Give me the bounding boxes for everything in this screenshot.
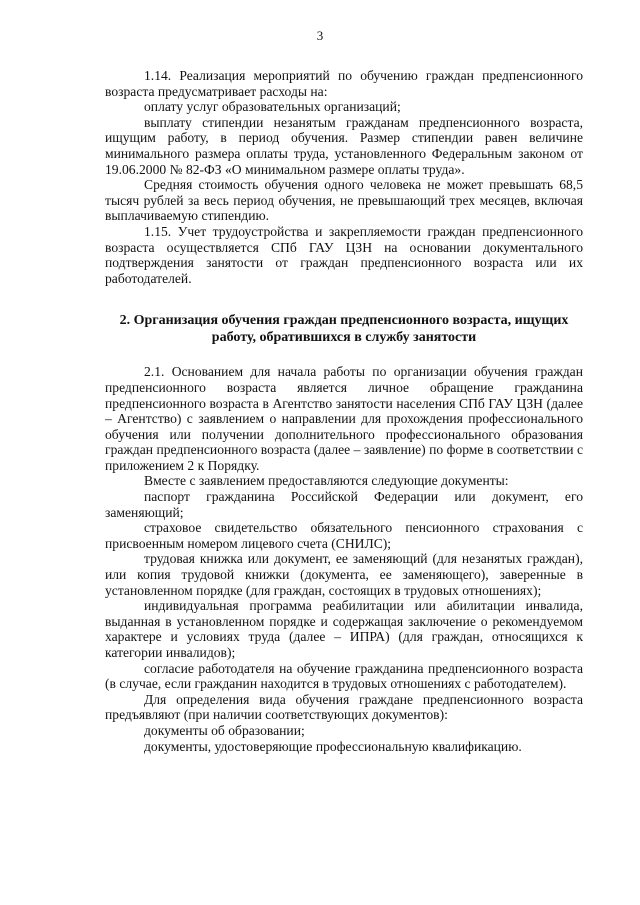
paragraph-docs-intro: Вместе с заявлением предоставляются следующие документы: [144, 473, 509, 489]
document-body [105, 68, 583, 754]
page-number: 3 [316, 28, 324, 43]
list-item-snils: страховое свидетельство обязательного пенсионного страхования с присвоенным номером лицевого счета (СНИЛС); [105, 520, 583, 551]
paragraph-2-1: 2.1. Основанием для начала работы по организации обучения граждан предпенсионного возраста является личное обращение гражданина предпенсионного возраста в Агентство занятости населения СПб ГАУ ЦЗН (далее – Агентство) с заявлением о направлении для прохождения профессионального обучения или получении дополнительного профессионального образования граждан предпенсионного возраста (далее – заявление) по форме в соответствии с приложением 2 к Порядку. [105, 364, 583, 473]
list-item-employer-consent: согласие работодателя на обучение гражданина предпенсионного возраста (в случае, если гражданин находится в трудовых отношениях с работодателем). [105, 660, 583, 692]
paragraph-cost: Средняя стоимость обучения одного человека не может превышать 68,5 тысяч рублей за весь период обучения, не превышающий трех месяцев, включая выплачиваемую стипендию. [105, 177, 583, 224]
list-item-passport: паспорт гражданина Российской Федерации или документ, его заменяющий; [105, 489, 583, 520]
paragraph-define-training: Для определения вида обучения граждане предпенсионного возраста предъявляют (при наличии соответствующих документов): [105, 691, 583, 723]
list-item-education-docs: документы об образовании; [144, 722, 305, 738]
paragraph-1-14: 1.14. Реализация мероприятий по обучению граждан предпенсионного возраста предусматривает расходы на: [105, 68, 583, 99]
paragraph-tuition: оплату услуг образовательных организаций; [144, 99, 401, 115]
section-heading: 2. Организация обучения граждан предпенсионного возраста, ищущих работу, обратившихся в службу занятости [119, 313, 569, 346]
paragraph-stipend: выплату стипендии незанятым гражданам предпенсионного возраста, ищущим работу, в период обучения. Размер стипендии равен величине минимального размера оплаты труда, установленного Федеральным законом от 19.06.2000 № 82-ФЗ «О минимальном размере оплаты труда». [105, 114, 583, 177]
paragraph-1-15: 1.15. Учет трудоустройства и закрепляемости граждан предпенсионного возраста осуществляется СПб ГАУ ЦЗН на основании документального подтверждения занятости от граждан предпенсионного возраста или их работодателей. [105, 223, 583, 286]
list-item-qualification-docs: документы, удостоверяющие профессиональную квалификацию. [144, 738, 522, 754]
list-item-ipra: индивидуальная программа реабилитации или абилитации инвалида, выданная в установленном порядке и содержащая заключение о рекомендуемом характере и условиях труда (далее – ИПРА) (для граждан, относящихся к категории инвалидов); [105, 598, 583, 660]
list-item-workbook: трудовая книжка или документ, ее заменяющий (для незанятых граждан), или копия трудовой книжки (документа, ее заменяющего), заверенные в установленном порядке (для граждан, состоящих в трудовых отношениях); [105, 551, 583, 598]
